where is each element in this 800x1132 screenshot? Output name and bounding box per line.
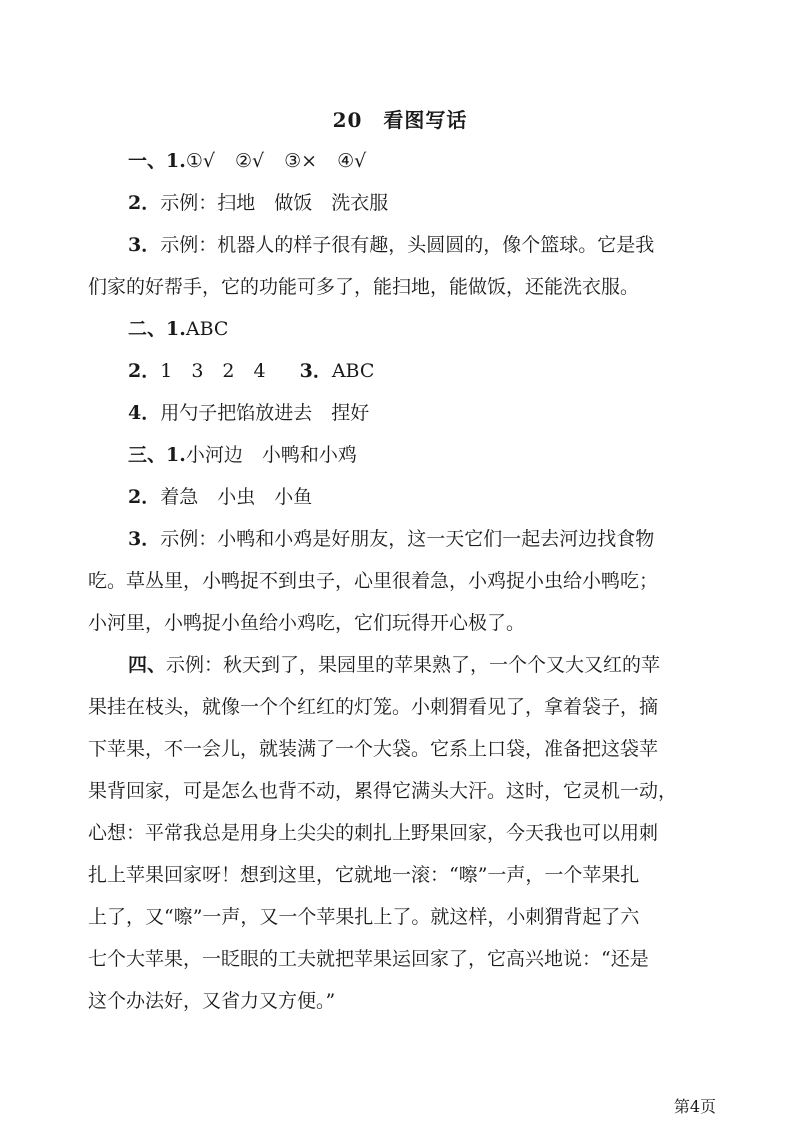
s4-line-2: 果挂在枝头，就像一个个红红的灯笼。小刺猬看见了，拿着袋子，摘 <box>88 696 659 718</box>
s4-line-6: 扎上苹果回家呀！想到这里，它就地一滚：“嚓”一声，一个苹果扎 <box>88 864 640 886</box>
s4-line-5: 心想：平常我总是用身上尖尖的刺扎上野果回家，今天我也可以用刺 <box>88 822 659 844</box>
s2-q2-text: 1 3 2 4 <box>160 360 266 382</box>
s4-label: 四、 <box>128 654 167 676</box>
s2-q2-label: 2． <box>128 360 161 382</box>
s2-q4-label: 4． <box>128 402 161 424</box>
s2-q3-text: ABC <box>331 360 375 382</box>
s1-q1-item-2: ②√ <box>234 150 265 172</box>
s1-q1-item-1: ①√ <box>185 150 215 172</box>
s3-q3-label: 3． <box>128 528 161 550</box>
s3-q3-text-1: 示例：小鸭和小鸡是好朋友，这一天它们一起去河边找食物 <box>160 528 655 550</box>
s1-q3-label: 3． <box>128 234 161 256</box>
s2-q1-text: ABC <box>185 318 229 340</box>
s1-q2-label: 2． <box>128 192 161 214</box>
s4-line-4: 果背回家，可是怎么也背不动，累得它满头大汗。这时，它灵机一动， <box>88 780 678 802</box>
s1-q1-label: 一、1. <box>128 150 186 172</box>
s2-q4-line <box>128 400 688 426</box>
s4-line-1 <box>128 652 688 678</box>
s2-q4-text: 用勺子把馅放进去 捏好 <box>160 402 370 424</box>
s3-q2-label: 2． <box>128 486 161 508</box>
s3-q2-line <box>128 484 688 510</box>
s4-line-3: 下苹果，不一会儿，就装满了一个大袋。它系上口袋，准备把这袋苹 <box>88 738 659 760</box>
s1-q2-text: 示例：扫地 做饭 洗衣服 <box>160 192 389 214</box>
s4-line-7: 上了，又“嚓”一声，又一个苹果扎上了。就这样，小刺猬背起了六 <box>88 906 640 928</box>
s1-q3-line-2: 们家的好帮手，它的功能可多了，能扫地，能做饭，还能洗衣服。 <box>88 276 640 298</box>
s1-q3-text-1: 示例：机器人的样子很有趣，头圆圆的，像个篮球。它是我 <box>160 234 655 256</box>
s4-text-1: 示例：秋天到了，果园里的苹果熟了，一个个又大又红的苹 <box>166 654 661 676</box>
s2-q3-label: 3． <box>299 360 332 382</box>
s3-q1-text: 小河边 小鸭和小鸡 <box>185 444 357 466</box>
s2-q2-q3-line <box>128 358 688 384</box>
s1-q1-item-4: ④√ <box>337 150 367 172</box>
s2-q1-label: 二、1. <box>128 318 186 340</box>
s1-q2-line <box>128 190 688 216</box>
s1-q3-line-1 <box>128 232 688 258</box>
s1-q1-item-3: ③× <box>284 150 318 172</box>
s3-q2-text: 着急 小虫 小鱼 <box>160 486 313 508</box>
s2-q1-line <box>128 316 688 342</box>
s3-q3-line-2: 吃。草丛里，小鸭捉不到虫子，心里很着急，小鸡捉小虫给小鸭吃； <box>88 570 659 592</box>
s3-q1-line <box>128 442 688 468</box>
s4-line-8: 七个大苹果，一眨眼的工夫就把苹果运回家了，它高兴地说：“还是 <box>88 948 649 970</box>
page-number: 第4页 <box>673 1097 716 1116</box>
s3-q3-line-3: 小河里，小鸭捉小鱼给小鸡吃，它们玩得开心极了。 <box>88 612 526 634</box>
s4-line-9: 这个办法好，又省力又方便。” <box>88 990 336 1012</box>
s3-q1-label: 三、1. <box>128 444 186 466</box>
s1-q1-line <box>128 148 688 174</box>
page-title: 20 看图写话 <box>332 108 468 132</box>
s3-q3-line-1 <box>128 526 688 552</box>
